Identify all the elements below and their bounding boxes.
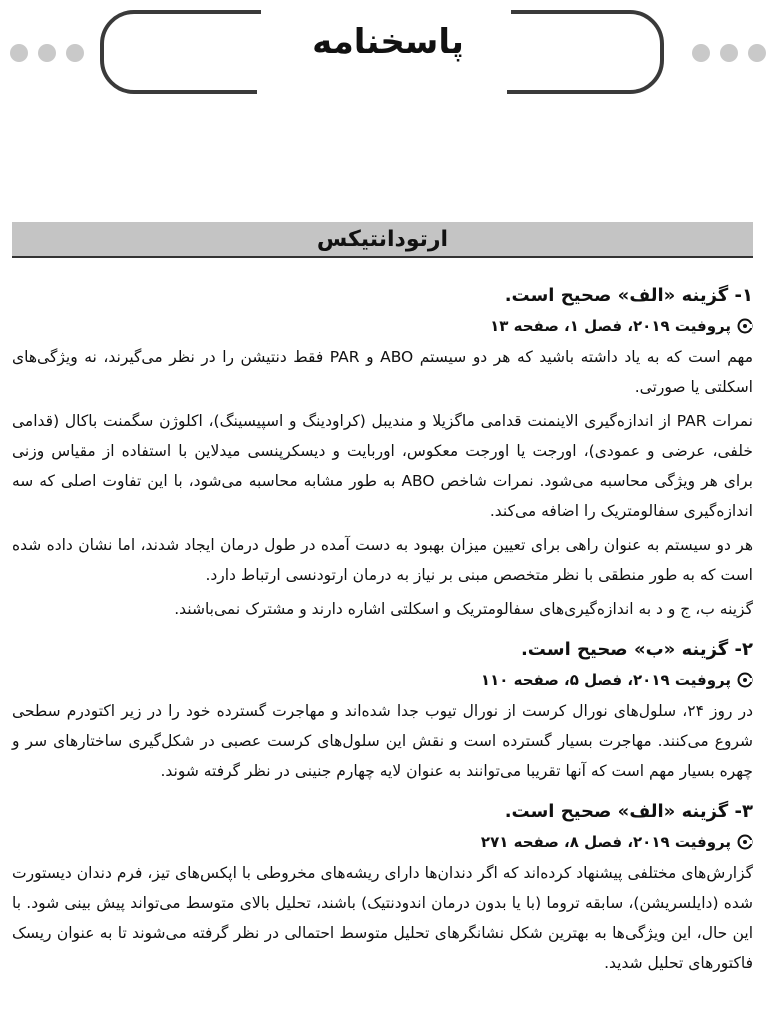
answer-block-1 [12,280,753,624]
answer-title: ۲- گزینه «ب» صحیح است. [520,639,753,660]
answer-paragraph: هر دو سیستم به عنوان راهی برای تعیین میزان بهبود به دست آمده در طول درمان ایجاد شدند، اما نشان داده شده است که به طور منطقی با نظر متخصص مبنی بر نیاز به درمان ارتودنسی ارتباط دارد. [12,536,753,584]
answer-block-2 [12,634,753,786]
answer-paragraph: گزارش‌های مختلفی پیشنهاد کرده‌اند که اگر دندان‌ها دارای ریشه‌های مخروطی با اپکس‌های تیز، فرم دندان دیستورت شده (دایلسریشن)، سابقه تروما (با یا بدون درمان اندودنتیک) باشند، تحلیل بالای متوسط می‌تواند پیش بینی شود. با این حال، این ویژگی‌ها به بهترین شکل نشانگرهای تحلیل متوسط احتمالی در نظر گرفته می‌شوند تا به عنوان ریسک فاکتورهای تحلیل شدید. [12,864,753,972]
reference-line [12,312,753,340]
reference-text: پروفیت ۲۰۱۹، فصل ۱، صفحه ۱۳ [490,317,731,335]
section-title: ارتودانتیکس [316,227,449,252]
reference-text: پروفیت ۲۰۱۹، فصل ۸، صفحه ۲۷۱ [480,833,731,851]
reference-marker-icon [737,318,753,334]
page-title: پاسخنامه [312,22,464,62]
answer-paragraph: در روز ۲۴، سلول‌های نورال کرست از نورال تیوب جدا شده‌اند و مهاجرت گسترده خود را در زیر اکتودرم سطحی شروع می‌کنند. مهاجرت بسیار گسترده است و نقش این سلول‌های کرست عصبی در شکل‌گیری ساختارهای سر و چهره بسیار مهم است که آنها تقریبا می‌توانند به عنوان لایه چهارم جنینی در نظر گرفته شوند. [12,702,753,780]
answer-block-3 [12,796,753,978]
answer-paragraph: مهم است که به یاد داشته باشید که هر دو سیستم ABO و PAR فقط دنتیشن را در نظر می‌گیرند، نه ویژگی‌های اسکلتی یا صورتی. [12,348,753,396]
reference-line [12,666,753,694]
section-header [12,222,753,258]
answer-title: ۳- گزینه «الف» صحیح است. [504,801,753,822]
answer-title: ۱- گزینه «الف» صحیح است. [504,285,753,306]
frame-gap-top [261,8,511,18]
reference-text: پروفیت ۲۰۱۹، فصل ۵، صفحه ۱۱۰ [480,671,731,689]
reference-line [12,828,753,856]
reference-marker-icon [737,672,753,688]
frame-gap-bottom [257,88,507,98]
answer-paragraph: نمرات PAR از اندازه‌گیری الاینمنت قدامی ماگزیلا و مندیبل (کراودینگ و اسپیسینگ)، اکلوژن سگمنت باکال (قدامی خلفی، عرضی و عمودی)، اورجت یا اورجت معکوس، اوربایت و دیسکرپنسی میدلاین با استفاده از مقیاس وزنی برای هر ویژگی محاسبه می‌شود. نمرات شاخص ABO به طور مشابه محاسبه می‌شود، با این تفاوت اصلی که سه اندازه‌گیری سفالومتریک را اضافه می‌کند. [12,412,753,520]
reference-marker-icon [737,834,753,850]
answer-content [12,280,753,988]
page-header [0,0,776,110]
answer-paragraph: گزینه ب، ج و د به اندازه‌گیری‌های سفالومتریک و اسکلتی اشاره دارند و مشترک نمی‌باشند. [174,600,753,618]
